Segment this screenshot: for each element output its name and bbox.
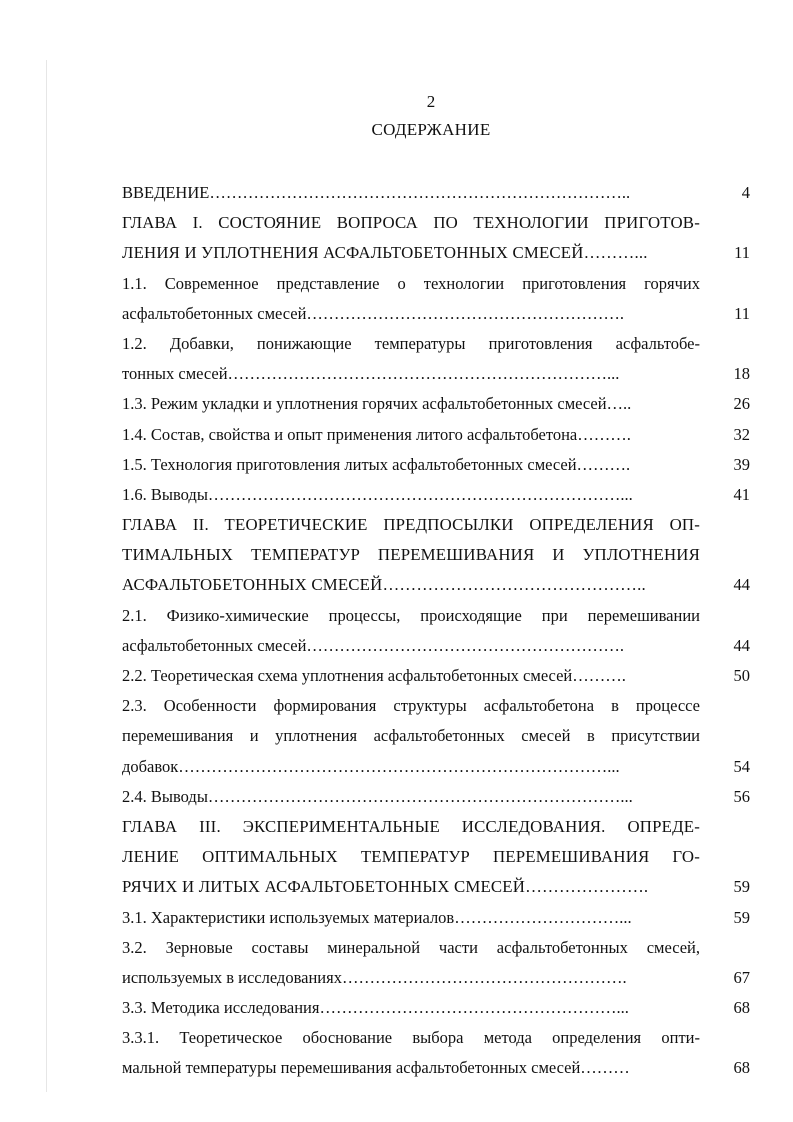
toc-page-number: 44 — [733, 575, 750, 595]
toc-entry-line — [122, 238, 750, 268]
toc-page-number: 11 — [734, 303, 750, 323]
toc-entry-line — [122, 631, 750, 661]
toc-entry-text: тонных смесей……………………………………………………………... — [122, 364, 620, 384]
toc-entry — [122, 993, 750, 1023]
toc-page-number: 32 — [733, 424, 750, 444]
toc-entry-text: 1.6. Выводы…………………………………………………………………... — [122, 484, 633, 504]
toc-entry-text: асфальтобетонных смесей…………………………………………………. — [122, 635, 625, 655]
toc-entry-text: ЛЕНИЯ И УПЛОТНЕНИЯ АСФАЛЬТОБЕТОННЫХ СМЕСЕЙ………... — [122, 243, 648, 263]
scan-edge — [46, 60, 47, 1092]
toc-page-number: 59 — [733, 877, 750, 897]
toc-entry-line — [122, 691, 750, 721]
toc-entry-line — [122, 872, 750, 902]
toc-entry — [122, 269, 750, 329]
toc-page-number: 68 — [733, 1058, 750, 1078]
toc-entry-text: используемых в исследованиях……………………………………………. — [122, 967, 627, 987]
toc-entry-line — [122, 269, 750, 299]
toc-entry-line — [122, 450, 750, 480]
toc-entry-text: ЛЕНИЕ ОПТИМАЛЬНЫХ ТЕМПЕРАТУР ПЕРЕМЕШИВАНИЯ ГО- — [122, 847, 700, 867]
toc-entry-text: АСФАЛЬТОБЕТОННЫХ СМЕСЕЙ……………………………………….. — [122, 575, 646, 595]
toc-entry — [122, 812, 750, 903]
toc-entry-text: 3.2. Зерновые составы минеральной части асфальтобетонных смесей, — [122, 937, 700, 957]
toc-entry-line — [122, 903, 750, 933]
toc-entry — [122, 1023, 750, 1083]
toc-entry-line — [122, 510, 750, 540]
toc-entry-text: ВВЕДЕНИЕ………………………………………………………………….. — [122, 183, 631, 202]
toc-page-number: 11 — [734, 243, 750, 263]
toc-entry-text: РЯЧИХ И ЛИТЫХ АСФАЛЬТОБЕТОННЫХ СМЕСЕЙ…………………. — [122, 877, 649, 897]
toc-page-number: 68 — [733, 998, 750, 1018]
toc-entry-line — [122, 752, 750, 782]
toc-entry-text: 3.1. Характеристики используемых материалов…………………………... — [122, 907, 632, 927]
toc-entry-text: 1.3. Режим укладки и уплотнения горячих асфальтобетонных смесей….. — [122, 394, 632, 414]
toc-entry-text: 2.4. Выводы…………………………………………………………………... — [122, 786, 633, 806]
page-number: 2 — [426, 92, 436, 111]
toc-page-number: 26 — [733, 394, 750, 414]
toc-entry — [122, 329, 750, 389]
toc-page-number: 67 — [733, 967, 750, 987]
toc-entry-line — [122, 933, 750, 963]
toc-entry-line — [122, 1023, 750, 1053]
toc-entry-text: 1.4. Состав, свойства и опыт применения литого асфальтобетона………. — [122, 424, 631, 444]
toc-entry-text: 2.1. Физико-химические процессы, происходящие при перемешивании — [122, 605, 700, 625]
toc-entry-line — [122, 601, 750, 631]
toc-entry-text: 3.3.1. Теоретическое обоснование выбора метода определения опти- — [122, 1028, 700, 1048]
toc-entry-text: 2.2. Теоретическая схема уплотнения асфальтобетонных смесей………. — [122, 666, 626, 685]
toc-entry-line — [122, 570, 750, 600]
toc-entry-line — [122, 389, 750, 419]
toc-entry-text: ГЛАВА II. ТЕОРЕТИЧЕСКИЕ ПРЕДПОСЫЛКИ ОПРЕДЕЛЕНИЯ ОП- — [122, 515, 700, 535]
toc-page-number: 41 — [733, 484, 750, 504]
toc-entry-line — [122, 782, 750, 812]
toc-page-number: 56 — [733, 786, 750, 806]
toc-entry-text: 1.2. Добавки, понижающие температуры приготовления асфальтобе- — [122, 333, 700, 353]
toc-entry-text: 2.3. Особенности формирования структуры асфальтобетона в процессе — [122, 696, 700, 716]
toc-entry — [122, 389, 750, 419]
toc-entry-line — [122, 420, 750, 450]
toc-entry — [122, 691, 750, 782]
toc-entry-line — [122, 963, 750, 993]
toc-entry-line — [122, 1053, 750, 1083]
toc-entry-text: ГЛАВА III. ЭКСПЕРИМЕНТАЛЬНЫЕ ИССЛЕДОВАНИЯ. ОПРЕДЕ- — [122, 816, 700, 836]
toc-entry — [122, 601, 750, 661]
toc-entry-text: ГЛАВА I. СОСТОЯНИЕ ВОПРОСА ПО ТЕХНОЛОГИИ ПРИГОТОВ- — [122, 213, 700, 233]
toc-entry-line — [122, 208, 750, 238]
toc-page-number: 50 — [733, 666, 750, 685]
toc-page-number: 54 — [733, 756, 750, 776]
toc-entry — [122, 420, 750, 450]
toc-entry — [122, 208, 750, 268]
toc-entry-text: 1.5. Технология приготовления литых асфальтобетонных смесей………. — [122, 454, 631, 474]
toc-entry-line — [122, 993, 750, 1023]
toc-entry-text: 3.3. Методика исследования………………………………………………... — [122, 998, 629, 1018]
toc-entry — [122, 178, 750, 208]
toc-entry-line — [122, 842, 750, 872]
toc-entry-line — [122, 480, 750, 510]
toc-entry — [122, 782, 750, 812]
toc-entry-line — [122, 178, 750, 208]
toc-entry-text: перемешивания и уплотнения асфальтобетонных смесей в присутствии — [122, 726, 700, 746]
toc-entry — [122, 450, 750, 480]
toc-entry-line — [122, 812, 750, 842]
table-of-contents — [122, 178, 750, 1084]
toc-entry — [122, 661, 750, 691]
toc-entry-line — [122, 661, 750, 691]
toc-entry — [122, 510, 750, 601]
toc-entry — [122, 903, 750, 933]
toc-page-number: 59 — [733, 907, 750, 927]
toc-entry-line — [122, 329, 750, 359]
toc-entry-text: асфальтобетонных смесей…………………………………………………. — [122, 303, 625, 323]
toc-entry-text: мальной температуры перемешивания асфальтобетонных смесей……… — [122, 1058, 630, 1078]
toc-entry — [122, 480, 750, 510]
toc-entry-line — [122, 721, 750, 751]
toc-entry-line — [122, 359, 750, 389]
toc-page-number: 44 — [733, 635, 750, 655]
toc-entry — [122, 933, 750, 993]
toc-entry-text: 1.1. Современное представление о технологии приготовления горячих — [122, 273, 700, 293]
toc-page-number: 18 — [733, 364, 750, 384]
toc-title: СОДЕРЖАНИЕ — [371, 120, 491, 139]
toc-page-number: 39 — [733, 454, 750, 474]
toc-page-number: 4 — [741, 183, 750, 202]
toc-entry-text: ТИМАЛЬНЫХ ТЕМПЕРАТУР ПЕРЕМЕШИВАНИЯ И УПЛОТНЕНИЯ — [122, 545, 700, 565]
toc-entry-line — [122, 540, 750, 570]
toc-entry-line — [122, 299, 750, 329]
toc-entry-text: добавок……………………………………………………………………... — [122, 756, 620, 776]
